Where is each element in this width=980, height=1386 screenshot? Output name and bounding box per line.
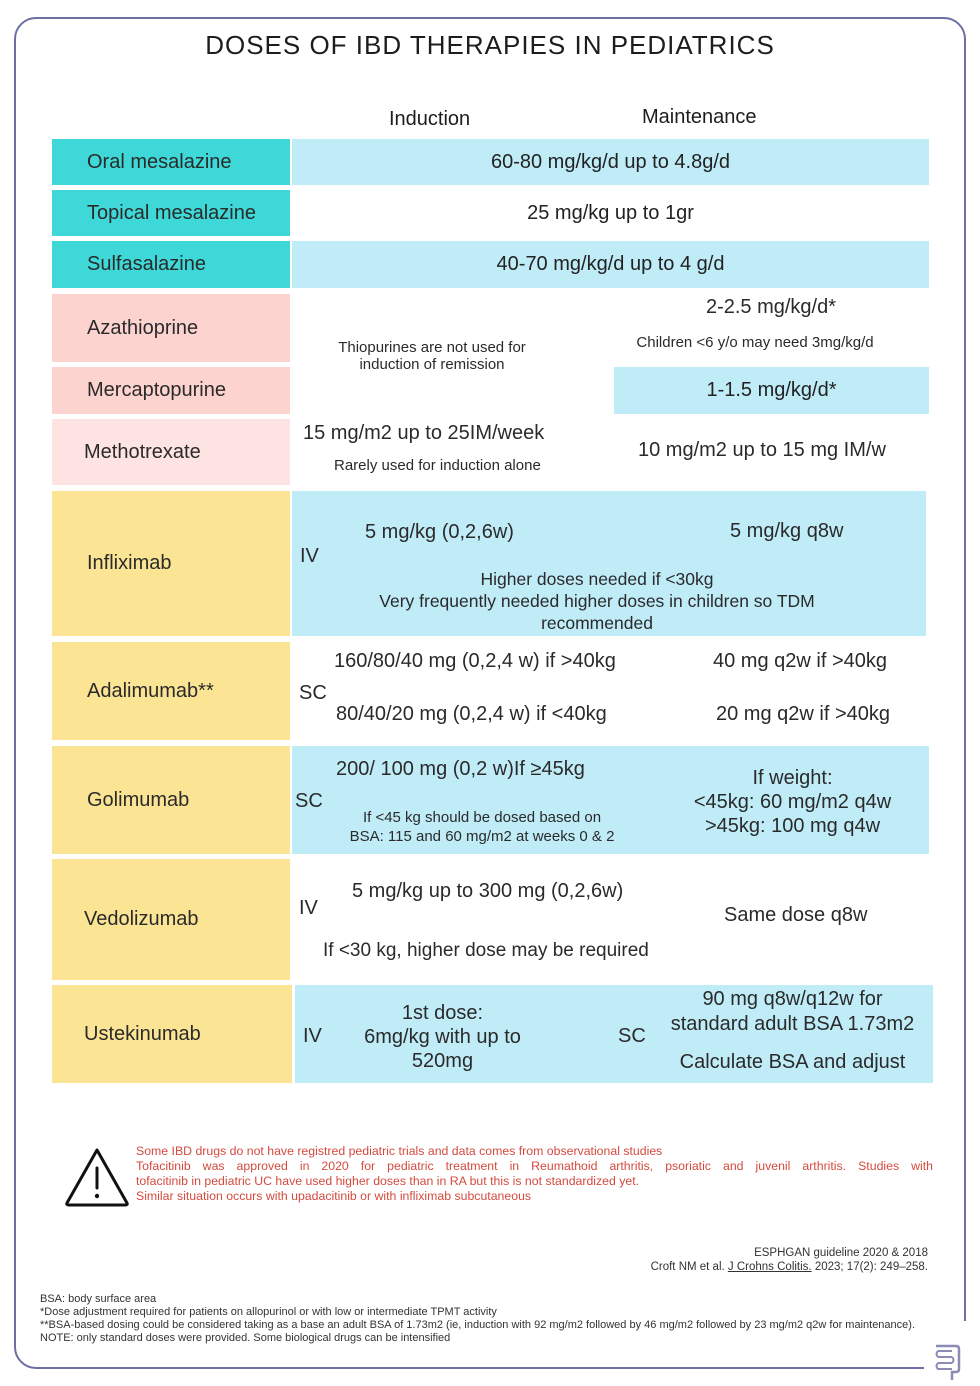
drug-sulfasalazine bbox=[52, 241, 290, 288]
azathioprine-children-note: Children <6 y/o may need 3mg/kg/d bbox=[636, 334, 874, 351]
golimumab-induction: 200/ 100 mg (0,2 w)If ≥45kg bbox=[336, 758, 585, 780]
ustekinumab-ind-line: 1st dose: bbox=[401, 1002, 484, 1024]
citation-journal-link[interactable]: J Crohns Colitis. bbox=[727, 1261, 812, 1273]
drug-name: Adalimumab** bbox=[87, 679, 214, 702]
adalimumab-induction-over40: 160/80/40 mg (0,2,4 w) if >40kg bbox=[334, 650, 616, 672]
golimumab-note-line: BSA: 115 and 60 mg/m2 at weeks 0 & 2 bbox=[349, 828, 615, 845]
vedolizumab-note: If <30 kg, higher dose may be required bbox=[323, 940, 649, 961]
drug-ustekinumab bbox=[52, 985, 292, 1083]
footnote-star: *Dose adjustment required for patients on allopurinol or with low or intermediate TPMT activity bbox=[40, 1306, 497, 1318]
warning-line: Some IBD drugs do not have registred pediatric trials and data comes from observational studies bbox=[136, 1144, 663, 1158]
infliximab-induction: 5 mg/kg (0,2,6w) bbox=[365, 521, 514, 543]
ustekinumab-route-maintenance: SC bbox=[618, 1025, 646, 1047]
warning-line: tofacitinib in pediatric UC have used higher doses than in RA but this is not standardized yet. bbox=[136, 1174, 640, 1188]
infliximab-route: IV bbox=[300, 545, 319, 567]
infliximab-note-line: recommended bbox=[541, 613, 653, 633]
drug-name: Sulfasalazine bbox=[87, 253, 206, 275]
golimumab-maint-line: <45kg: 60 mg/m2 q4w bbox=[693, 791, 892, 813]
reference-guideline: ESPHGAN guideline 2020 & 2018 bbox=[754, 1247, 928, 1259]
footnotes bbox=[40, 1293, 930, 1345]
infliximab-note-line: Very frequently needed higher doses in children so TDM bbox=[379, 591, 815, 611]
ustekinumab-ind-line: 6mg/kg with up to bbox=[364, 1026, 521, 1048]
ustekinumab-bsa-note: Calculate BSA and adjust bbox=[679, 1051, 906, 1073]
column-header-induction: Induction bbox=[389, 108, 471, 130]
footnote-bsa: BSA: body surface area bbox=[40, 1293, 157, 1305]
mercaptopurine-maintenance bbox=[614, 367, 929, 414]
drug-azathioprine bbox=[52, 294, 290, 362]
dose-topical-mesalazine bbox=[292, 190, 929, 236]
drug-name: Azathioprine bbox=[87, 316, 199, 339]
footnote-double-star: **BSA-based dosing could be considered taking as a base an adult BSA of 1.73m2 (ie, induction with 92 mg/m2 followed by 46 mg/m2 followed by 23 mg/m2 q2w for maintenance). bbox=[40, 1319, 915, 1331]
ustekinumab-induction bbox=[340, 1001, 545, 1073]
vedolizumab-route: IV bbox=[299, 897, 318, 919]
golimumab-maint-line: If weight: bbox=[752, 767, 833, 789]
warning-line: Tofacitinib was approved in 2020 for pediatric treatment in Reumathoid arthritis, psoriatic and juvenil arthritis. Studies with bbox=[136, 1159, 933, 1173]
methotrexate-maintenance: 10 mg/m2 up to 15 mg IM/w bbox=[638, 439, 886, 461]
column-header-maintenance: Maintenance bbox=[642, 106, 757, 128]
ustekinumab-maint-line: standard adult BSA 1.73m2 bbox=[670, 1013, 915, 1035]
adalimumab-induction-under40: 80/40/20 mg (0,2,4 w) if <40kg bbox=[336, 703, 607, 725]
thiopurines-induction-note: Thiopurines are not used for induction of remission bbox=[338, 339, 526, 373]
references bbox=[651, 1246, 928, 1274]
drug-name: Topical mesalazine bbox=[87, 201, 256, 224]
dose-text: 25 mg/kg up to 1gr bbox=[527, 201, 694, 224]
citation-details: 2023; 17(2): 249–258. bbox=[811, 1261, 928, 1273]
vedolizumab-induction: 5 mg/kg up to 300 mg (0,2,6w) bbox=[352, 880, 624, 902]
ustekinumab-maintenance bbox=[655, 987, 930, 1037]
drug-mercaptopurine bbox=[52, 367, 290, 414]
golimumab-maint-line: >45kg: 100 mg q4w bbox=[704, 815, 881, 837]
golimumab-maintenance bbox=[660, 766, 925, 838]
adalimumab-maintenance-b: 20 mg q2w if >40kg bbox=[716, 703, 890, 725]
drug-golimumab bbox=[52, 746, 290, 854]
drug-methotrexate bbox=[52, 419, 290, 485]
ustekinumab-route-induction: IV bbox=[303, 1025, 322, 1047]
infliximab-note-line: Higher doses needed if <30kg bbox=[480, 569, 714, 589]
warning-triangle-icon bbox=[63, 1146, 131, 1208]
drug-name: Methotrexate bbox=[84, 440, 201, 463]
vedolizumab-maintenance: Same dose q8w bbox=[724, 904, 868, 926]
adalimumab-route: SC bbox=[299, 682, 327, 704]
dose-text: 1-1.5 mg/kg/d* bbox=[706, 379, 837, 401]
page-title: DOSES OF IBD THERAPIES IN PEDIATRICS bbox=[205, 30, 775, 60]
dose-text: 40-70 mg/kg/d up to 4 g/d bbox=[496, 253, 725, 275]
ustekinumab-maint-line: 90 mg q8w/q12w for bbox=[702, 988, 883, 1010]
drug-adalimumab bbox=[52, 642, 290, 740]
drug-name: Oral mesalazine bbox=[87, 150, 232, 173]
warning-notes bbox=[136, 1144, 933, 1204]
azathioprine-maintenance: 2-2.5 mg/kg/d* bbox=[705, 296, 837, 318]
dose-oral-mesalazine bbox=[292, 139, 929, 185]
adalimumab-maintenance-a: 40 mg q2w if >40kg bbox=[713, 650, 887, 672]
drug-name: Golimumab bbox=[87, 788, 190, 811]
drug-name: Mercaptopurine bbox=[87, 379, 226, 401]
drug-topical-mesalazine bbox=[52, 190, 290, 236]
infliximab-maintenance: 5 mg/kg q8w bbox=[730, 520, 844, 542]
drug-oral-mesalazine bbox=[52, 139, 290, 185]
drug-name: Infliximab bbox=[87, 552, 172, 574]
dose-sulfasalazine bbox=[292, 241, 929, 288]
methotrexate-induction: 15 mg/m2 up to 25IM/week bbox=[303, 422, 545, 444]
drug-name: Vedolizumab bbox=[84, 908, 199, 930]
dose-text: 60-80 mg/kg/d up to 4.8g/d bbox=[490, 150, 731, 173]
drug-name: Ustekinumab bbox=[84, 1022, 201, 1045]
drug-infliximab bbox=[52, 491, 290, 636]
drug-vedolizumab bbox=[52, 859, 290, 980]
ustekinumab-ind-line: 520mg bbox=[411, 1050, 474, 1072]
citation-authors: Croft NM et al. bbox=[650, 1261, 728, 1273]
infliximab-notes bbox=[292, 568, 902, 634]
footnote-note: NOTE: only standard doses were provided. Some biological drugs can be intensified bbox=[40, 1332, 451, 1344]
intestine-logo-icon bbox=[932, 1343, 962, 1383]
reference-citation bbox=[651, 1260, 928, 1274]
golimumab-induction-note bbox=[322, 808, 642, 846]
methotrexate-induction-note: Rarely used for induction alone bbox=[334, 457, 541, 474]
warning-line: Similar situation occurs with upadacitinib or with infliximab subcutaneous bbox=[136, 1189, 532, 1203]
golimumab-note-line: If <45 kg should be dosed based on bbox=[362, 809, 602, 826]
golimumab-route: SC bbox=[295, 790, 323, 812]
